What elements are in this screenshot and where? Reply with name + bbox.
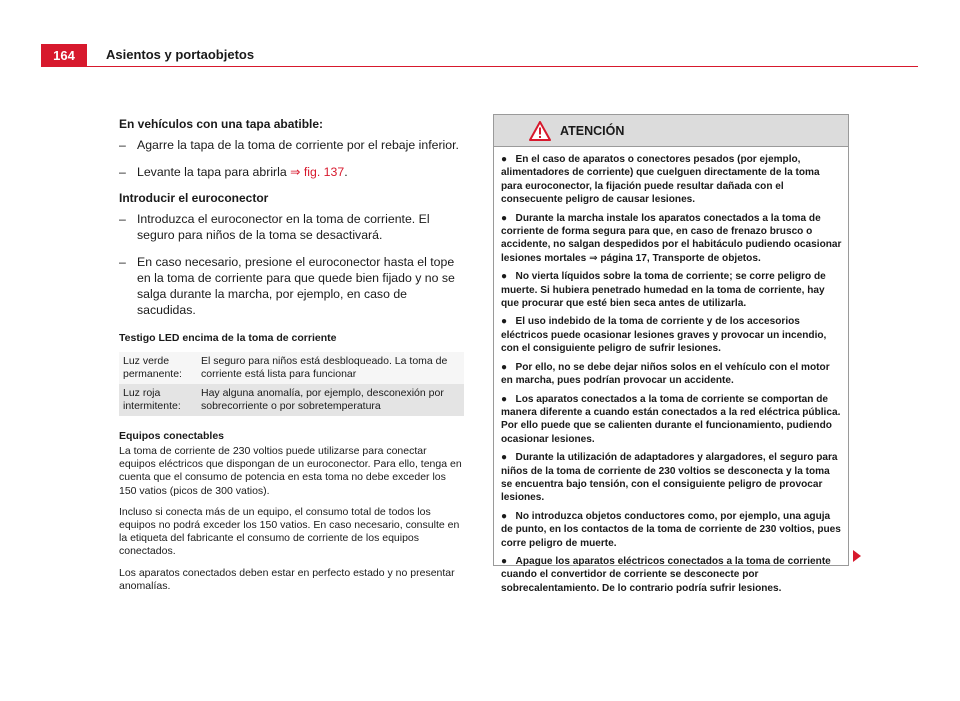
led-description: Hay alguna anomalía, por ejemplo, desconexión por sobrecorriente o por sobretemperatura [197, 384, 464, 416]
warning-item: ● Durante la marcha instale los aparatos conectados a la toma de corriente de forma segura para que, en caso de frenazo brusco o accidente, no salgan despedidos por el habitáculo pudiendo ocasionar lesiones mortales ⇒ página 17, Transporte de objetos. [501, 212, 842, 264]
warning-item: ● Apague los aparatos eléctricos conectados a la toma de corriente cuando el convertidor de corriente se desconecte por sobrecalentamiento. De lo contrario podría sufrir lesiones. [501, 555, 831, 594]
warning-item: ● No introduzca objetos conductores como, por ejemplo, una aguja de punto, en los contactos de la toma de corriente de 230 voltios, pues corre peligro de muerte. [501, 510, 841, 549]
page-number: 164 [41, 44, 87, 66]
warning-box [493, 114, 849, 594]
warning-item: ● En el caso de aparatos o conectores pesados (por ejemplo, alimentadores de corriente) que cuelguen directamente de la toma para euroconector, la fijación puede resultar dañada con el consecuente peligro de causar lesiones. [501, 154, 820, 206]
warning-body [494, 147, 848, 595]
subhead-tapa-abatible: En vehículos con una tapa abatible: [119, 117, 324, 131]
paragraph: Los aparatos conectados deben estar en perfecto estado y no presentar anomalías. [119, 566, 455, 592]
led-description: El seguro para niños está desbloqueado. La toma de corriente está lista para funcionar [197, 352, 464, 384]
warning-item: ● No vierta líquidos sobre la toma de corriente; se corre peligro de muerte. Si hubiera penetrado humedad en la toma de corriente, hay que procurar que esté bien seca antes de utilizarla. [501, 271, 826, 310]
step-levante-tapa: – Levante la tapa para abrirla ⇒ fig. 137. [119, 165, 348, 179]
paragraph: La toma de corriente de 230 voltios puede utilizarse para conectar equipos eléctricos que dispongan de un euroconector. Para ello, tenga en cuenta que el consumo de potencia en esta toma no debe exceder los 150 vatios (picos de 300 vatios). [119, 445, 462, 497]
figure-link[interactable]: ⇒ fig. 137 [290, 165, 345, 179]
led-table [119, 352, 464, 416]
led-label: Luz verde permanente: [119, 352, 197, 384]
warning-item: ● Los aparatos conectados a la toma de corriente se comportan de manera diferente a cuando están conectados a la red eléctrica pública. Por ello puede que se calienten durante el funcionamiento, pudiendo ocasionar lesiones. [501, 393, 841, 445]
header-rule [41, 66, 918, 67]
warning-item: ● Durante la utilización de adaptadores y alargadores, el seguro para niños de la toma de corriente de 230 voltios se desconecta y la toma se encuentra bajo tensión, con el consiguiente peligro de provocar lesiones. [501, 452, 838, 504]
warning-item: ● El uso indebido de la toma de corriente y de los accesorios eléctricos puede ocasionar lesiones graves y provocar un incendio, con el consiguiente peligro de sufrir lesiones. [501, 316, 827, 355]
table-row [119, 352, 464, 384]
continue-arrow-icon [853, 550, 861, 562]
warning-item: ● Por ello, no se debe dejar niños solos en el vehículo con el motor en marcha, pues podrían provocar un accidente. [501, 361, 830, 387]
step-presione: – En caso necesario, presione el euroconector hasta el tope en la toma de corriente para que quede bien fijado y no se salga durante la marcha, por ejemplo, en caso de sacudidas. [119, 255, 455, 317]
led-table-title: Testigo LED encima de la toma de corriente [119, 332, 337, 344]
step-agarre-tapa: – Agarre la tapa de la toma de corriente por el rebaje inferior. [119, 138, 459, 152]
section-title: Asientos y portaobjetos [106, 47, 255, 62]
subhead-introducir: Introducir el euroconector [119, 191, 269, 205]
warning-title: ATENCIÓN [560, 123, 625, 138]
paragraph: Incluso si conecta más de un equipo, el consumo total de todos los equipos no podrá exceder los 150 vatios. En caso necesario, consulte en la etiqueta del fabricante el consumo de corriente de los equipos conectados. [119, 505, 460, 558]
led-label: Luz roja intermitente: [119, 384, 197, 416]
warning-header [494, 115, 848, 147]
left-column [119, 117, 464, 601]
step-introduzca: – Introduzca el euroconector en la toma de corriente. El seguro para niños de la toma se desactivará. [119, 212, 430, 242]
table-row [119, 384, 464, 416]
warning-triangle-icon [529, 121, 551, 141]
equipment-title: Equipos conectables [119, 430, 225, 442]
